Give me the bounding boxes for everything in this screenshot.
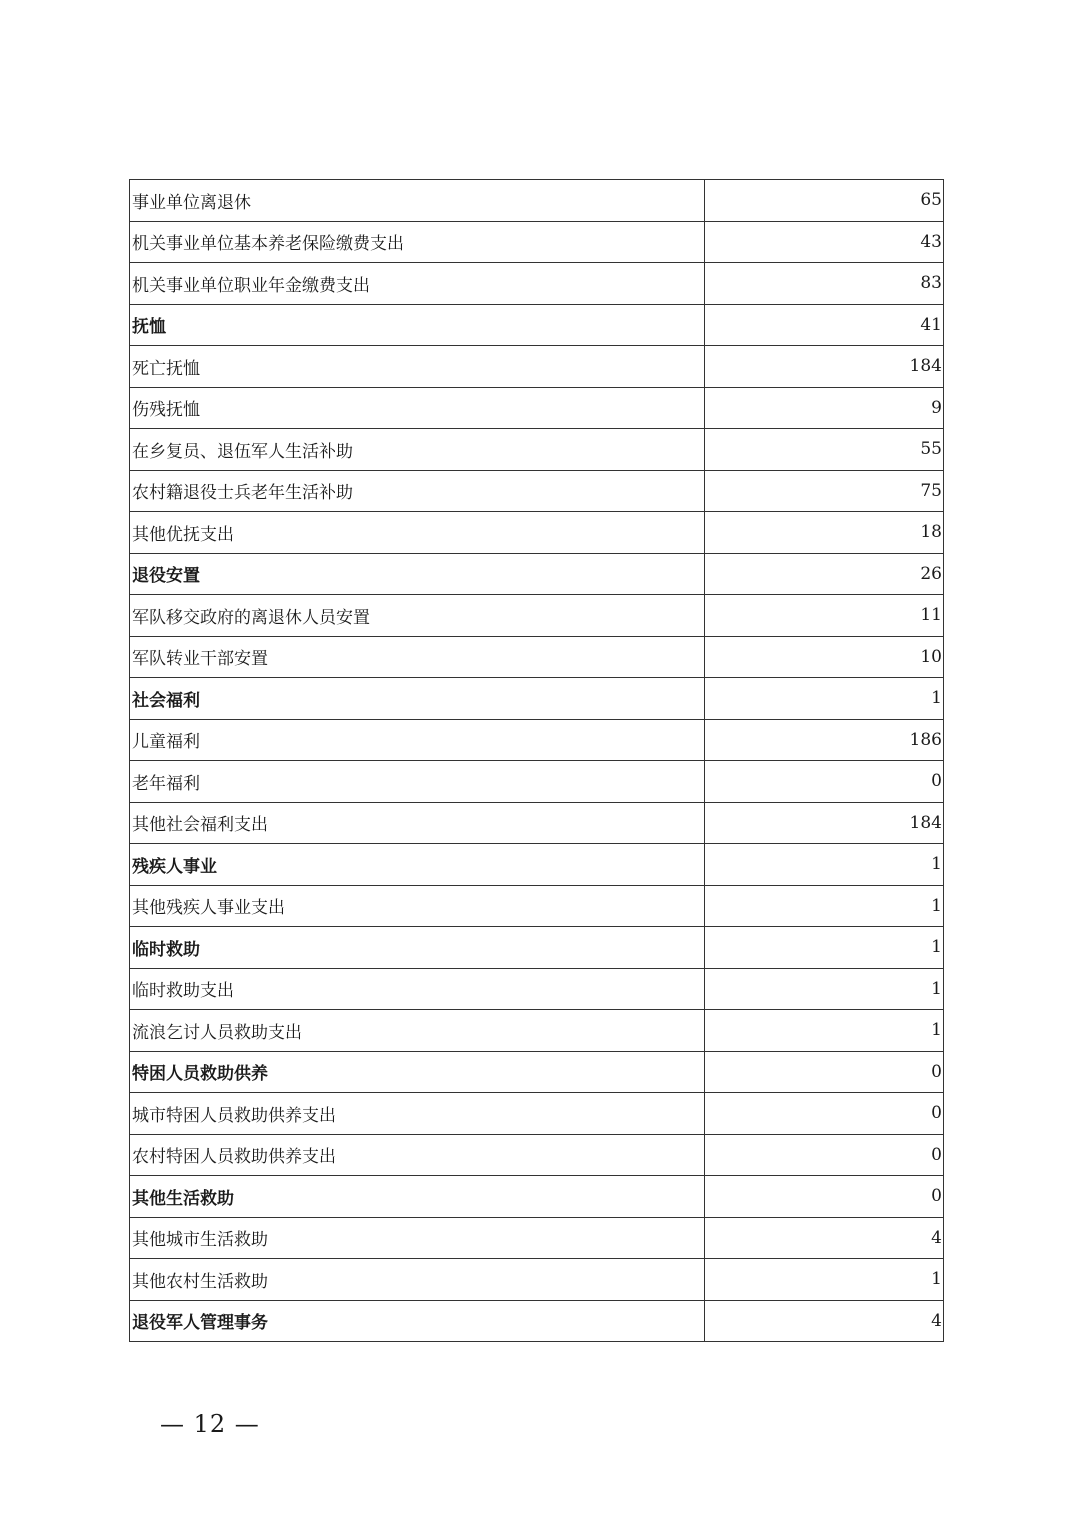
- item-value: 83: [705, 263, 944, 305]
- category-row: [130, 678, 944, 720]
- table-row: [130, 387, 944, 429]
- item-name: 其他优抚支出: [130, 512, 705, 554]
- item-value: 1: [705, 1010, 944, 1052]
- item-value: 1: [705, 678, 944, 720]
- item-value: 184: [705, 802, 944, 844]
- category-row: [130, 1176, 944, 1218]
- item-value: 0: [705, 1093, 944, 1135]
- item-name: 其他社会福利支出: [130, 802, 705, 844]
- item-value: 75: [705, 470, 944, 512]
- item-value: 0: [705, 1176, 944, 1218]
- item-value: 184: [705, 346, 944, 388]
- item-name: 抚恤: [130, 304, 705, 346]
- item-value: 65: [705, 180, 944, 222]
- item-name: 流浪乞讨人员救助支出: [130, 1010, 705, 1052]
- item-name: 农村特困人员救助供养支出: [130, 1134, 705, 1176]
- item-value: 0: [705, 1134, 944, 1176]
- item-name: 临时救助: [130, 927, 705, 969]
- table-row: [130, 470, 944, 512]
- table-row: [130, 346, 944, 388]
- expenditure-table: [129, 179, 944, 1342]
- item-name: 社会福利: [130, 678, 705, 720]
- expenditure-table-body: [130, 180, 944, 1342]
- item-name: 临时救助支出: [130, 968, 705, 1010]
- item-name: 儿童福利: [130, 719, 705, 761]
- item-value: 1: [705, 1259, 944, 1301]
- item-name: 军队移交政府的离退休人员安置: [130, 595, 705, 637]
- item-name: 退役安置: [130, 553, 705, 595]
- item-value: 26: [705, 553, 944, 595]
- item-name: 伤残抚恤: [130, 387, 705, 429]
- table-row: [130, 180, 944, 222]
- item-name: 其他残疾人事业支出: [130, 885, 705, 927]
- item-name: 老年福利: [130, 761, 705, 803]
- category-row: [130, 927, 944, 969]
- item-name: 其他城市生活救助: [130, 1217, 705, 1259]
- item-name: 在乡复员、退伍军人生活补助: [130, 429, 705, 471]
- item-name: 死亡抚恤: [130, 346, 705, 388]
- table-row: [130, 221, 944, 263]
- item-name: 农村籍退役士兵老年生活补助: [130, 470, 705, 512]
- category-row: [130, 1300, 944, 1342]
- item-name: 机关事业单位基本养老保险缴费支出: [130, 221, 705, 263]
- category-row: [130, 553, 944, 595]
- item-value: 1: [705, 844, 944, 886]
- item-name: 机关事业单位职业年金缴费支出: [130, 263, 705, 305]
- table-row: [130, 802, 944, 844]
- item-value: 43: [705, 221, 944, 263]
- table-row: [130, 636, 944, 678]
- table-row: [130, 512, 944, 554]
- category-row: [130, 1051, 944, 1093]
- item-value: 9: [705, 387, 944, 429]
- table-row: [130, 1259, 944, 1301]
- item-value: 55: [705, 429, 944, 471]
- item-value: 18: [705, 512, 944, 554]
- table-row: [130, 719, 944, 761]
- item-value: 4: [705, 1300, 944, 1342]
- item-value: 41: [705, 304, 944, 346]
- item-name: 退役军人管理事务: [130, 1300, 705, 1342]
- item-name: 特困人员救助供养: [130, 1051, 705, 1093]
- item-name: 城市特困人员救助供养支出: [130, 1093, 705, 1135]
- item-value: 11: [705, 595, 944, 637]
- table-row: [130, 263, 944, 305]
- page-number: — 12 —: [160, 1410, 260, 1438]
- table-row: [130, 885, 944, 927]
- item-value: 186: [705, 719, 944, 761]
- table-row: [130, 429, 944, 471]
- table-row: [130, 1134, 944, 1176]
- item-value: 1: [705, 885, 944, 927]
- table-row: [130, 1217, 944, 1259]
- category-row: [130, 304, 944, 346]
- item-value: 4: [705, 1217, 944, 1259]
- category-row: [130, 844, 944, 886]
- table-row: [130, 761, 944, 803]
- table-row: [130, 1010, 944, 1052]
- item-value: 0: [705, 1051, 944, 1093]
- table-row: [130, 968, 944, 1010]
- item-value: 1: [705, 968, 944, 1010]
- item-value: 10: [705, 636, 944, 678]
- item-name: 军队转业干部安置: [130, 636, 705, 678]
- table-row: [130, 595, 944, 637]
- item-value: 1: [705, 927, 944, 969]
- item-name: 残疾人事业: [130, 844, 705, 886]
- item-value: 0: [705, 761, 944, 803]
- item-name: 事业单位离退休: [130, 180, 705, 222]
- item-name: 其他生活救助: [130, 1176, 705, 1218]
- table-row: [130, 1093, 944, 1135]
- item-name: 其他农村生活救助: [130, 1259, 705, 1301]
